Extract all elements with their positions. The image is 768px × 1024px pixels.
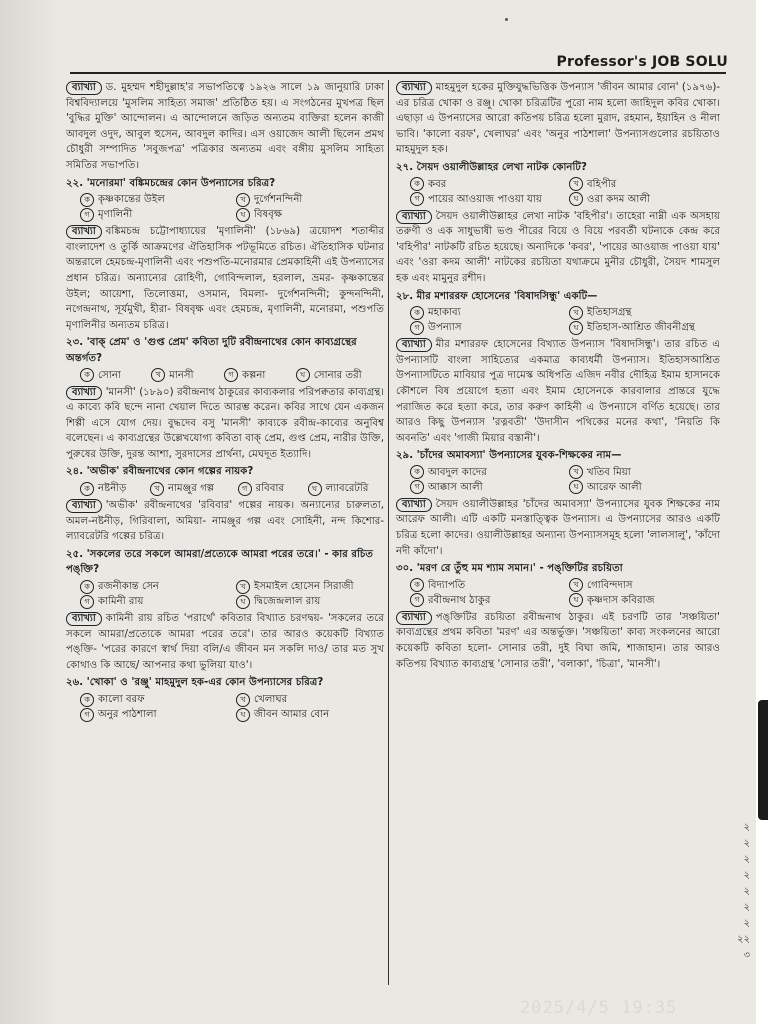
- option-mark: গ: [410, 480, 424, 494]
- option-mark: ঘ: [569, 480, 583, 494]
- header-rule: [70, 72, 726, 74]
- option[interactable]: ঘ কৃষ্ণদাস কবিরাজ: [569, 593, 720, 608]
- speck: [505, 18, 508, 21]
- explanation-tag: ব্যাখ্যা: [396, 210, 432, 224]
- explanation-tag: ব্যাখ্যা: [396, 611, 432, 625]
- photo-timestamp: 2025/4/5 19:35: [520, 998, 678, 1018]
- question-26: ২৬. 'খোকা' ও 'রঞ্জু' মাহমুদুল হক-এর কোন উপন্যাসের চরিত্র?: [66, 677, 324, 689]
- options-29: [410, 465, 720, 495]
- option-mark: ক: [410, 578, 424, 592]
- option-mark: ঘ: [236, 208, 250, 222]
- explanation-29: ব্যাখ্যা সৈয়দ ওয়ালীউল্লাহর 'চাঁদের অমাবস্যা' উপন্যাসের যুবক শিক্ষকের নাম আরেফ আলী। এটি একটি মনস্তাত্ত্বিক উপন্যাস। এ উপন্যাসের আরও একটি চরিত্র হলো কাদের। ওয়ালীউল্লাহর অন্যান্য উপন্যাসসমূহ হলো 'লালসালু', 'কাঁদো নদী কাঁদো'।: [396, 498, 720, 557]
- question-28: ২৮. মীর মশাররফ হোসেনের 'বিষাদসিন্ধু' একটি—: [396, 290, 598, 302]
- option-mark: ক: [410, 177, 424, 191]
- option[interactable]: ঘ আরেফ আলী: [569, 480, 720, 495]
- option[interactable]: খ ইতিহাসগ্রন্থ: [569, 305, 720, 320]
- option[interactable]: গ মৃণালিনী: [80, 207, 228, 222]
- option[interactable]: খ খেলাঘর: [236, 692, 384, 707]
- option[interactable]: ক রজনীকান্ত সেন: [80, 579, 228, 594]
- options-28: [410, 305, 720, 335]
- option-mark: গ: [238, 482, 252, 496]
- option[interactable]: ক সোনা: [80, 368, 143, 383]
- option-mark: খ: [236, 693, 250, 707]
- option[interactable]: গ অনুর পাঠশালা: [80, 707, 228, 722]
- options-24: [80, 481, 384, 496]
- right-column: [396, 80, 720, 674]
- explanation-tag: ব্যাখ্যা: [396, 81, 432, 95]
- explanation-tag: ব্যাখ্যা: [396, 338, 432, 352]
- option-mark: গ: [410, 593, 424, 607]
- option-mark: ঘ: [308, 482, 322, 496]
- option[interactable]: গ রবিবার: [238, 481, 300, 496]
- option-mark: গ: [80, 595, 94, 609]
- explanation-24: ব্যাখ্যা 'অভীক' রবীন্দ্রনাথের 'রবিবার' গল্পের নায়ক। অন্যান্যের চারুলতা, অমল-নষ্টনীড়, গিরিবালা, অমিয়া- নামঞ্জুর গল্প এবং সোহিনী, নন্দ কিশোর- ল্যাবরেটরি গল্পের চরিত্র।: [66, 500, 384, 543]
- question-23: ২৩. 'বাক্ প্রেম' ও 'গুপ্ত প্রেম' কবিতা দুটি রবীন্দ্রনাথের কোন কাব্যগ্রন্থের অন্তর্গত?: [66, 337, 357, 364]
- options-26: [80, 692, 384, 722]
- option-mark: গ: [224, 368, 238, 382]
- explanation-21: [66, 80, 384, 174]
- option[interactable]: ক কৃষ্ণকান্তের উইল: [80, 192, 228, 207]
- option[interactable]: গ কামিনী রায়: [80, 594, 228, 609]
- option-mark: ক: [410, 465, 424, 479]
- question-25: ২৫. 'সকলের তরে সকলে আমরা/প্রত্যেকে আমরা পরের তরে।' - কার রচিত পঙ্‌ক্তি?: [66, 548, 374, 576]
- option[interactable]: খ দুর্গেশনন্দিনী: [236, 192, 384, 207]
- explanation-tag: ব্যাখ্যা: [66, 81, 102, 95]
- explanation-tag: ব্যাখ্যা: [66, 225, 102, 239]
- option[interactable]: গ উপন্যাস: [410, 320, 561, 335]
- option-mark: ক: [80, 368, 94, 382]
- column-divider: [388, 80, 389, 985]
- explanation-text: ড. মুহম্মদ শহীদুল্লাহ'র সভাপতিত্বে ১৯২৬ সালে ১৯ জানুয়ারি ঢাকা বিশ্ববিদ্যালয়ে 'মুসলিম সাহিত্য সমাজ' প্রতিষ্ঠিত হয়। এ সংগঠনের মুখপত্র ছিল 'বুদ্ধির মুক্তি' আন্দোলন। এ আন্দোলনে জড়িত অন্যতম ব্যক্তিরা হলেন কাজী আবদুল ওদুদ, আবুল হুসেন, আবদুল কাদির। এস ওয়াজেদ আলী ছিলেন প্রমথ চৌধুরী সম্পাদিত 'সবুজপত্র' পত্রিকার অন্যতম এবং বঙ্গীয় মুসলিম সাহিত্য সমিতির সভাপতি।: [66, 82, 384, 171]
- option-mark: ঘ: [296, 368, 310, 382]
- option[interactable]: ঘ সোনার তরী: [296, 368, 384, 383]
- option-mark: খ: [569, 578, 583, 592]
- option-mark: খ: [236, 193, 250, 207]
- option[interactable]: খ বহিপীর: [569, 177, 720, 192]
- option-mark: গ: [410, 192, 424, 206]
- option-mark: ক: [80, 193, 94, 207]
- question-22: ২২. 'মনোরমা' বঙ্কিমচন্দ্রের কোন উপন্যাসের চরিত্র?: [66, 177, 276, 189]
- option-mark: গ: [80, 208, 94, 222]
- option-mark: খ: [150, 482, 164, 496]
- option[interactable]: গ রবীন্দ্রনাথ ঠাকুর: [410, 593, 561, 608]
- option-mark: ক: [80, 693, 94, 707]
- explanation-22: ব্যাখ্যা বঙ্কিমচন্দ্র চট্টোপাধ্যায়ের 'মৃণালিনী' (১৮৬৯) ত্রয়োদশ শতাব্দীর বাংলাদেশ ও তুর্কি আক্রমণের ঐতিহাসিক পটভূমিতে রচিত। ঐতিহাসিক ঘটনার অন্তরালে হেমচন্দ্র-মৃণালিনী এবং পশুপতি-মনোরমার প্রেমকাহিনী এই উপন্যাসের প্রধান চরিত্র। অন্যান্যের রোহিণী, গোবিন্দলাল, হরলাল, ভ্রমর- কৃষ্ণকান্তের উইল; আয়েশা, তিলোত্তমা, ওসমান, বিমলা- দুর্গেশনন্দিনী; কুন্দনন্দিনী, নগেন্দ্রনাথ, সূর্যমুখী, হীরা- বিষবৃক্ষ এবং হেমচন্দ্র, মৃণালিনী, মনোরমা, পশুপতি মৃণালিনীর অন্যতম চরিত্র।: [66, 226, 384, 331]
- option-mark: ঘ: [236, 708, 250, 722]
- option-mark: ঘ: [569, 321, 583, 335]
- options-25: [80, 579, 384, 609]
- option-mark: ঘ: [569, 192, 583, 206]
- option[interactable]: খ ইসমাইল হোসেন সিরাজী: [236, 579, 384, 594]
- explanation-28: ব্যাখ্যা মীর মশাররফ হোসেনের বিখ্যাত উপন্যাস 'বিষাদসিন্ধু'। তার রচিত এ উপন্যাসটি বাংলা সাহিত্যের একমাত্র কাব্যধর্মী উপন্যাস। ইতিহাসআশ্রিত উপন্যাসটিতে মাবিয়ার পুত্র দামেস্ক অধিপতি এজিদ নবীর দৌহিত্র ইমাম হাসানকে কৌশলে বিষ প্রয়োগে হত্যা এবং ইমাম হোসেনকে কারবালার প্রান্তরে যুদ্ধে পরাজিত করে হত্যা করে, তার করুণ কাহিনী এ উপন্যাসে বর্ণিত হয়েছে। তার আরও কিছু উপন্যাস 'রত্নবতী' 'উদাসীন পথিকের মনের কথা', 'নিয়তি কি অবনতি' এবং 'গাজী মিয়ার বস্তানী'।: [396, 339, 720, 444]
- page-edge: [756, 0, 768, 1024]
- option-mark: খ: [569, 306, 583, 320]
- option-mark: খ: [569, 177, 583, 191]
- option[interactable]: গ কল্পনা: [224, 368, 288, 383]
- explanation-27: ব্যাখ্যা সৈয়দ ওয়ালীউল্লাহর লেখা নাটক 'বহিপীর'। তাহেরা নাম্নী এক অসহায় তরুণী ও এক সাধুভাষী ভণ্ড পীরের বিয়ে ও বিয়ে পরবর্তী ঘটনাকে কেন্দ্র করে 'বহিপীর' নাটকটি রচিত হয়েছে। অন্যদিকে 'কবর', 'পায়ের আওয়াজ পাওয়া যায়' এবং 'ওরা কদম আলী' নাটকের রচয়িতা যথাক্রমে মুনীর চৌধুরী, সৈয়দ শামসুল হক এবং মামুনুর রশীদ।: [396, 210, 720, 284]
- question-27: ২৭. সৈয়দ ওয়ালীউল্লাহর লেখা নাটক কোনটি?: [396, 161, 587, 173]
- left-column: [66, 80, 384, 724]
- option[interactable]: ঘ বিষবৃক্ষ: [236, 207, 384, 222]
- explanation-25: ব্যাখ্যা কামিনী রায় রচিত 'পরার্থে' কবিতার বিখ্যাত চরণদ্বয়- 'সকলের তরে সকলে আমরা/প্রত্যেকে আমরা পরের তরে'। তার আরও কয়েকটি বিখ্যাত পঙ্‌ক্তি- 'পরের কারণে স্বার্থ দিয়া বলি/এ জীবন মন সকলি দাও/ তার মত সুখ কোথাও কি আছে/ আপনার কথা ভুলিয়া যাও'।: [66, 613, 384, 671]
- option[interactable]: ক বিদ্যাপতি: [410, 578, 561, 593]
- explanation-26: ব্যাখ্যা মাহমুদুল হকের মুক্তিযুদ্ধভিত্তিক উপন্যাস 'জীবন আমার বোন' (১৯৭৬)-এর চরিত্র খোকা ও রঞ্জু। খোকা চরিত্রটির পুরো নাম হলো জাহিদুল কবির খোকা। এছাড়া এ উপন্যাসের আরো কতিপয় চরিত্র হলো মুরাদ, রহমান, ইয়াহিন ও নীলা ভাবি। 'কালো বরফ', খেলাঘর' এবং 'অনুর পাঠশালা' উপন্যাসগুলোর রচয়িতাও মাহমুদুল হক।: [396, 82, 720, 156]
- explanation-tag: ব্যাখ্যা: [66, 499, 102, 513]
- explanation-30: ব্যাখ্যা পঙ্‌ক্তিটির রচয়িতা রবীন্দ্রনাথ ঠাকুর। এই চরণটি তার 'সঞ্চয়িতা' কাব্যগ্রন্থের প্রথম কবিতা 'মরণ' এর অন্তর্ভুক্ত। 'সঞ্চয়িতা' কাব্য সংকলনের আরো কয়েকটি কবিতা হলো- সোনার তরী, দুই বিঘা জমি, শাজাহান। তার আরও কতিপয় বিখ্যাত কাব্যগ্রন্থ 'সোনার তরী', 'বলাকা', 'চিত্রা', 'মানসী'।: [396, 611, 720, 670]
- option-mark: খ: [151, 368, 165, 382]
- option[interactable]: গ পায়ের আওয়াজ পাওয়া যায়: [410, 192, 561, 207]
- options-30: [410, 578, 720, 608]
- option-mark: গ: [410, 321, 424, 335]
- option-mark: ক: [80, 580, 94, 594]
- option[interactable]: ঘ ওরা কদম আলী: [569, 192, 720, 207]
- option[interactable]: ঘ ইতিহাস-আশ্রিত জীবনীগ্রন্থ: [569, 320, 720, 335]
- option[interactable]: ঘ দ্বিজেন্দ্রলাল রায়: [236, 594, 384, 609]
- options-27: [410, 177, 720, 207]
- question-29: ২৯. 'চাঁদের অমাবস্যা' উপন্যাসের যুবক-শিক্ষকের নাম—: [396, 450, 622, 462]
- option-mark: ক: [80, 482, 94, 496]
- question-24: ২৪. 'অভীক' রবীন্দ্রনাথের কোন গল্পের নায়ক?: [66, 466, 254, 478]
- option[interactable]: ঘ ল্যাবরেটরি: [308, 481, 384, 496]
- option[interactable]: ক কবর: [410, 177, 561, 192]
- options-23: [80, 368, 384, 383]
- explanation-tag: ব্যাখ্যা: [66, 386, 102, 400]
- option-mark: খ: [236, 580, 250, 594]
- margin-numbers: ২ ২ ২ ২ ২ ২ ২ ২২ ৩: [736, 822, 750, 961]
- option-mark: খ: [569, 465, 583, 479]
- option-mark: ঘ: [236, 595, 250, 609]
- explanation-tag: ব্যাখ্যা: [396, 498, 432, 512]
- option[interactable]: খ গোবিন্দদাস: [569, 578, 720, 593]
- option[interactable]: গ আক্কাস আলী: [410, 480, 561, 495]
- running-header: Professor's JOB SOLU: [556, 54, 728, 70]
- question-30: ৩০. 'মরণ রে তুঁহু মম শ্যাম সমান।' - পঙ্‌ক্তিটির রচয়িতা: [396, 563, 623, 575]
- option-mark: ক: [410, 306, 424, 320]
- options-22: [80, 192, 384, 222]
- option[interactable]: খ মানসী: [151, 368, 216, 383]
- explanation-23: ব্যাখ্যা 'মানসী' (১৮৯০) রবীন্দ্রনাথ ঠাকুরের কাব্যকলার পরিপক্বতার কাব্যগ্রন্থ। এ কাব্যে কবি ছন্দে নানা খেয়াল দিতে আরম্ভ করেন। কবির সাথে যেন একজন শিল্পী এসে যোগ দেয়। বুদ্ধদেব বসু 'মানসী' কাব্যকে রবীন্দ্র-কাব্যের অনুবিশ্ব বলেছেন। এ কাব্যগ্রন্থের উল্লেখযোগ্য কবিতা বাক্ প্রেম, গুপ্ত প্রেম, নারীর উক্তি, পুরুষের উক্তি, দুরন্ত আশা, সুরদাসের প্রার্থনা, মেঘদূত ইত্যাদি।: [66, 386, 384, 460]
- option[interactable]: খ খতিব মিয়া: [569, 465, 720, 480]
- option-mark: গ: [80, 708, 94, 722]
- option[interactable]: ক মহাকাব্য: [410, 305, 561, 320]
- book-spine: [758, 700, 768, 820]
- explanation-tag: ব্যাখ্যা: [66, 612, 102, 626]
- option[interactable]: ক আবদুল কাদের: [410, 465, 561, 480]
- option[interactable]: ঘ জীবন আমার বোন: [236, 707, 384, 722]
- page-shadow: [0, 0, 60, 1024]
- option[interactable]: ক নষ্টনীড়: [80, 481, 142, 496]
- option-mark: ঘ: [569, 593, 583, 607]
- option[interactable]: খ নামঞ্জুর গল্প: [150, 481, 230, 496]
- option[interactable]: ক কালো বরফ: [80, 692, 228, 707]
